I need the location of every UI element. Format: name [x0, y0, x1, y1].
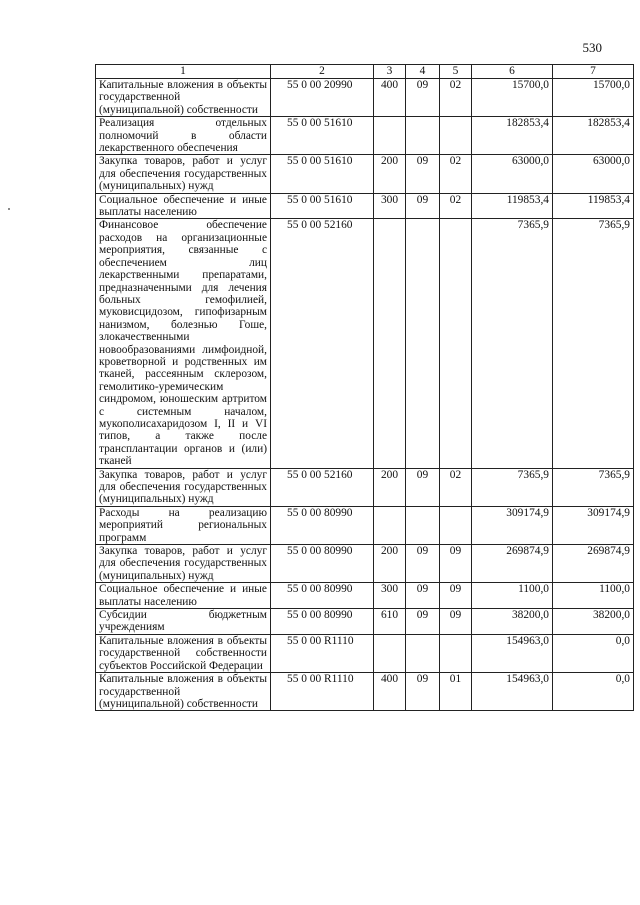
subsection: 02	[440, 193, 472, 219]
amount-2: 0,0	[553, 634, 634, 672]
expense-type: 300	[374, 193, 406, 219]
table-row	[96, 545, 634, 583]
expense-type	[374, 506, 406, 544]
expense-name: Социальное обеспечение и иные выплаты населению	[96, 583, 271, 609]
amount-2: 15700,0	[553, 79, 634, 117]
expense-type: 400	[374, 79, 406, 117]
amount-1: 154963,0	[472, 634, 553, 672]
target-code: 55 0 00 52160	[271, 219, 374, 468]
subsection	[440, 506, 472, 544]
amount-1: 182853,4	[472, 117, 553, 155]
section: 09	[406, 583, 440, 609]
expense-name: Реализация отдельных полномочий в области лекарственного обеспечения	[96, 117, 271, 155]
expense-name: Капитальные вложения в объекты государственной собственности субъектов Российской Федерации	[96, 634, 271, 672]
budget-table	[95, 64, 634, 711]
expense-type	[374, 634, 406, 672]
amount-2: 119853,4	[553, 193, 634, 219]
table-row	[96, 468, 634, 506]
expense-name: Закупка товаров, работ и услуг для обеспечения государственных (муниципальных) нужд	[96, 468, 271, 506]
section: 09	[406, 468, 440, 506]
column-header: 7	[553, 65, 634, 79]
table-row	[96, 506, 634, 544]
expense-type: 200	[374, 545, 406, 583]
section: 09	[406, 193, 440, 219]
amount-2: 309174,9	[553, 506, 634, 544]
expense-name: Финансовое обеспечение расходов на организационные мероприятия, связанные с обеспечением лиц лекарственными препаратами, предназначенными для лечения больных гемофилией, муковисцидозом, гипофизарным нанизмом, болезнью Гоше, злокачественными новообразованиями лимфоидной, кроветворной и родственных им тканей, рассеянным склерозом, гемолитико-уремическим синдромом, юношеским артритом с системным началом, мукополисахаридозом I, II и VI типов, а также после трансплантации органов и (или) тканей	[96, 219, 271, 468]
amount-1: 63000,0	[472, 155, 553, 193]
subsection: 02	[440, 155, 472, 193]
expense-type: 200	[374, 155, 406, 193]
table-row	[96, 117, 634, 155]
expense-name: Субсидии бюджетным учреждениям	[96, 609, 271, 635]
target-code: 55 0 00 20990	[271, 79, 374, 117]
amount-1: 15700,0	[472, 79, 553, 117]
target-code: 55 0 00 51610	[271, 193, 374, 219]
subsection: 09	[440, 609, 472, 635]
section	[406, 506, 440, 544]
table-row	[96, 155, 634, 193]
column-header: 2	[271, 65, 374, 79]
amount-1: 38200,0	[472, 609, 553, 635]
target-code: 55 0 00 80990	[271, 545, 374, 583]
target-code: 55 0 00 51610	[271, 155, 374, 193]
amount-1: 119853,4	[472, 193, 553, 219]
subsection: 01	[440, 673, 472, 711]
target-code: 55 0 00 80990	[271, 583, 374, 609]
table-row	[96, 634, 634, 672]
amount-2: 7365,9	[553, 468, 634, 506]
section: 09	[406, 155, 440, 193]
table-row	[96, 673, 634, 711]
amount-1: 7365,9	[472, 468, 553, 506]
section: 09	[406, 673, 440, 711]
amount-2: 182853,4	[553, 117, 634, 155]
expense-name: Капитальные вложения в объекты государственной (муниципальной) собственности	[96, 79, 271, 117]
section	[406, 634, 440, 672]
table-row	[96, 583, 634, 609]
expense-type: 300	[374, 583, 406, 609]
amount-2: 63000,0	[553, 155, 634, 193]
subsection	[440, 634, 472, 672]
subsection	[440, 117, 472, 155]
section	[406, 117, 440, 155]
table-row	[96, 609, 634, 635]
amount-1: 7365,9	[472, 219, 553, 468]
expense-type: 610	[374, 609, 406, 635]
expense-name: Расходы на реализацию мероприятий региональных программ	[96, 506, 271, 544]
table-row	[96, 193, 634, 219]
column-header: 6	[472, 65, 553, 79]
expense-name: Социальное обеспечение и иные выплаты населению	[96, 193, 271, 219]
section: 09	[406, 609, 440, 635]
subsection: 09	[440, 545, 472, 583]
scan-speck	[8, 208, 10, 210]
target-code: 55 0 00 R1110	[271, 673, 374, 711]
column-header: 5	[440, 65, 472, 79]
expense-name: Закупка товаров, работ и услуг для обеспечения государственных (муниципальных) нужд	[96, 545, 271, 583]
page-number: 530	[582, 40, 602, 55]
amount-2: 269874,9	[553, 545, 634, 583]
expense-name: Закупка товаров, работ и услуг для обеспечения государственных (муниципальных) нужд	[96, 155, 271, 193]
target-code: 55 0 00 80990	[271, 506, 374, 544]
amount-1: 269874,9	[472, 545, 553, 583]
amount-1: 1100,0	[472, 583, 553, 609]
subsection: 09	[440, 583, 472, 609]
amount-2: 0,0	[553, 673, 634, 711]
target-code: 55 0 00 51610	[271, 117, 374, 155]
amount-2: 38200,0	[553, 609, 634, 635]
target-code: 55 0 00 52160	[271, 468, 374, 506]
subsection	[440, 219, 472, 468]
section: 09	[406, 79, 440, 117]
target-code: 55 0 00 80990	[271, 609, 374, 635]
column-header: 4	[406, 65, 440, 79]
table-row	[96, 219, 634, 468]
expense-type: 200	[374, 468, 406, 506]
expense-type: 400	[374, 673, 406, 711]
target-code: 55 0 00 R1110	[271, 634, 374, 672]
column-header: 1	[96, 65, 271, 79]
expense-name: Капитальные вложения в объекты государственной (муниципальной) собственности	[96, 673, 271, 711]
section: 09	[406, 545, 440, 583]
expense-type	[374, 117, 406, 155]
amount-2: 7365,9	[553, 219, 634, 468]
subsection: 02	[440, 79, 472, 117]
expense-type	[374, 219, 406, 468]
table-header-row	[96, 65, 634, 79]
table-row	[96, 79, 634, 117]
amount-2: 1100,0	[553, 583, 634, 609]
column-header: 3	[374, 65, 406, 79]
subsection: 02	[440, 468, 472, 506]
amount-1: 154963,0	[472, 673, 553, 711]
section	[406, 219, 440, 468]
amount-1: 309174,9	[472, 506, 553, 544]
